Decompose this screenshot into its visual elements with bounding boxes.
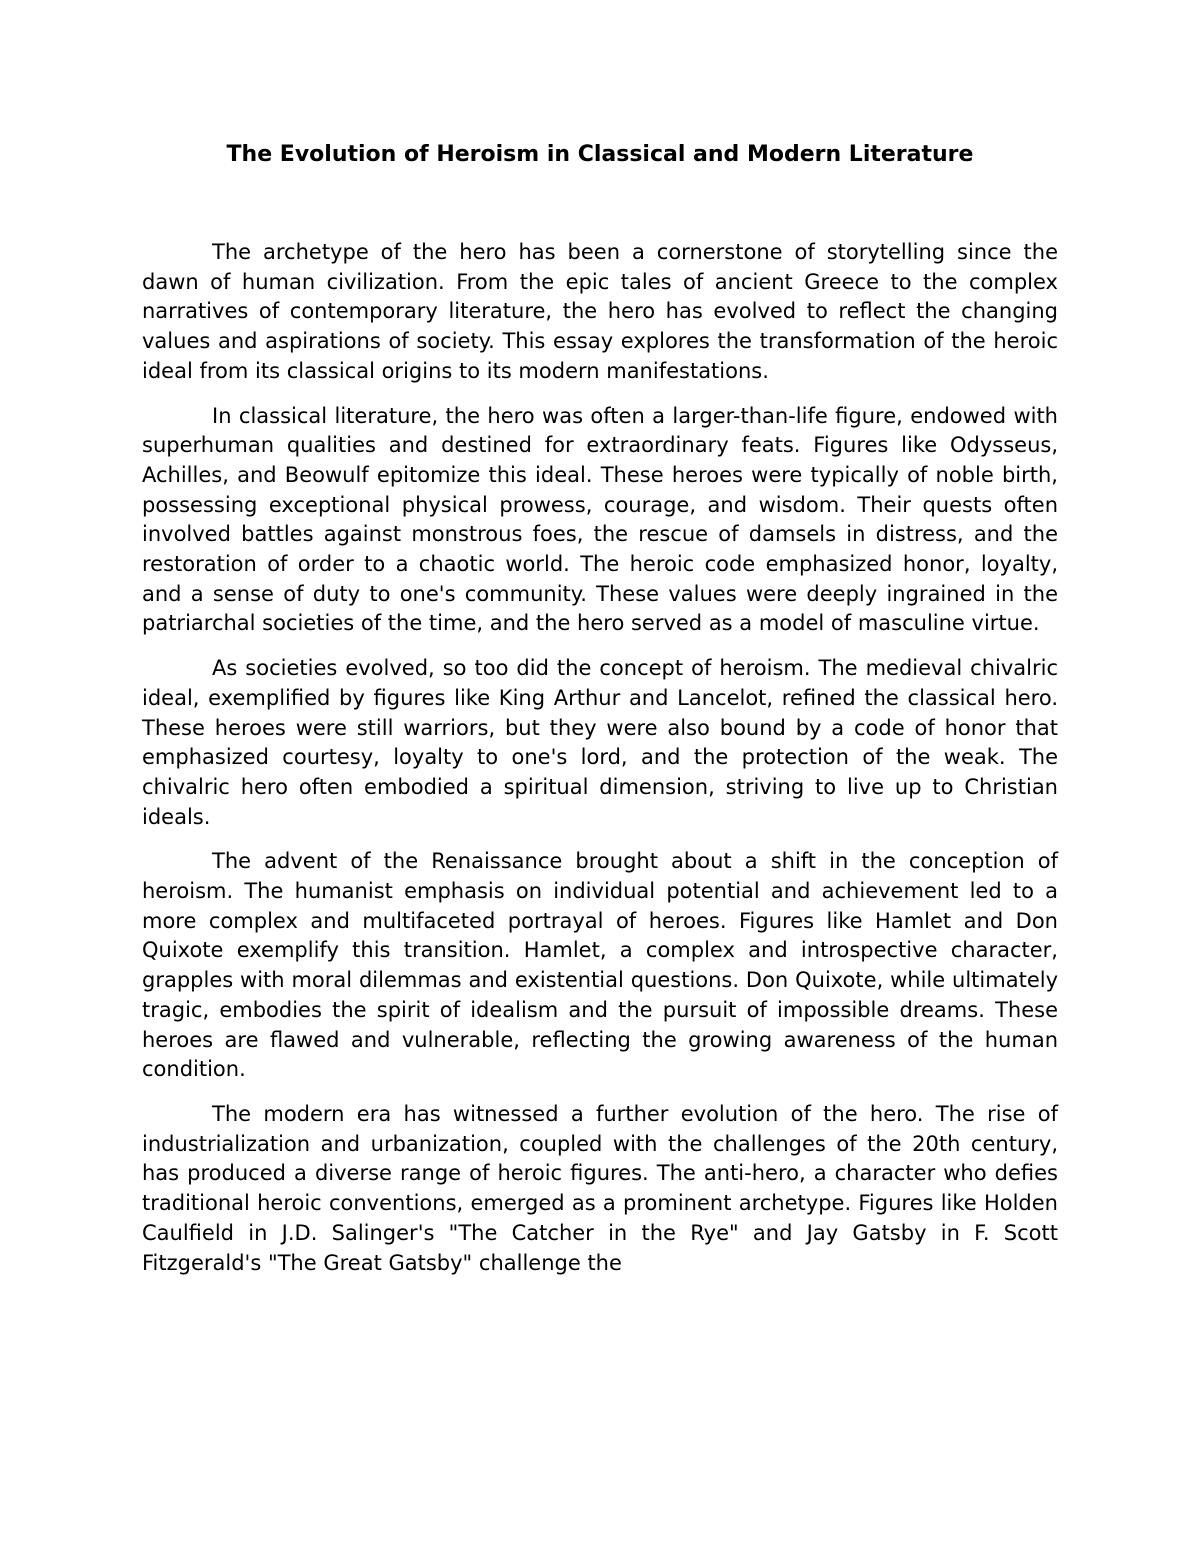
paragraph-2: In classical literature, the hero was often a larger-than-life figure, endowed with superhuman qualities and destined for extraordinary feats. Figures like Odysseus, Achilles, and Beowulf epitomize this ideal. These heroes were typically of noble birth, possessing exceptional physical prowess, courage, and wisdom. Their quests often involved battles against monstrous foes, the rescue of damsels in distress, and the restoration of order to a chaotic world. The heroic code emphasized honor, loyalty, and a sense of duty to one's community. These values were deeply ingrained in the patriarchal societies of the time, and the hero served as a model of masculine virtue.: [142, 403, 1058, 636]
document-title: The Evolution of Heroism in Classical and Modern Literature: [226, 142, 974, 167]
paragraph-1: The archetype of the hero has been a cornerstone of storytelling since the dawn of human civilization. From the epic tales of ancient Greece to the complex narratives of contemporary literature, the hero has evolved to reflect the changing values and aspirations of society. This essay explores the transformation of the heroic ideal from its classical origins to its modern manifestations.: [142, 240, 1058, 383]
paragraph-5: The modern era has witnessed a further evolution of the hero. The rise of industrialization and urbanization, coupled with the challenges of the 20th century, has produced a diverse range of heroic figures. The anti-hero, a character who defies traditional heroic conventions, emerged as a prominent archetype. Figures like Holden Caulfield in J.D. Salinger's "The Catcher in the Rye" and Jay Gatsby in F. Scott Fitzgerald's "The Great Gatsby" challenge the: [142, 1101, 1058, 1275]
paragraph-4: The advent of the Renaissance brought about a shift in the conception of heroism. The humanist emphasis on individual potential and achievement led to a more complex and multifaceted portrayal of heroes. Figures like Hamlet and Don Quixote exemplify this transition. Hamlet, a complex and introspective character, grapples with moral dilemmas and existential questions. Don Quixote, while ultimately tragic, embodies the spirit of idealism and the pursuit of impossible dreams. These heroes are flawed and vulnerable, reflecting the growing awareness of the human condition.: [142, 849, 1058, 1082]
document-page: [142, 140, 1058, 1293]
paragraph-3: As societies evolved, so too did the concept of heroism. The medieval chivalric ideal, exemplified by figures like King Arthur and Lancelot, refined the classical hero. These heroes were still warriors, but they were also bound by a code of honor that emphasized courtesy, loyalty to one's lord, and the protection of the weak. The chivalric hero often embodied a spiritual dimension, striving to live up to Christian ideals.: [142, 656, 1058, 829]
